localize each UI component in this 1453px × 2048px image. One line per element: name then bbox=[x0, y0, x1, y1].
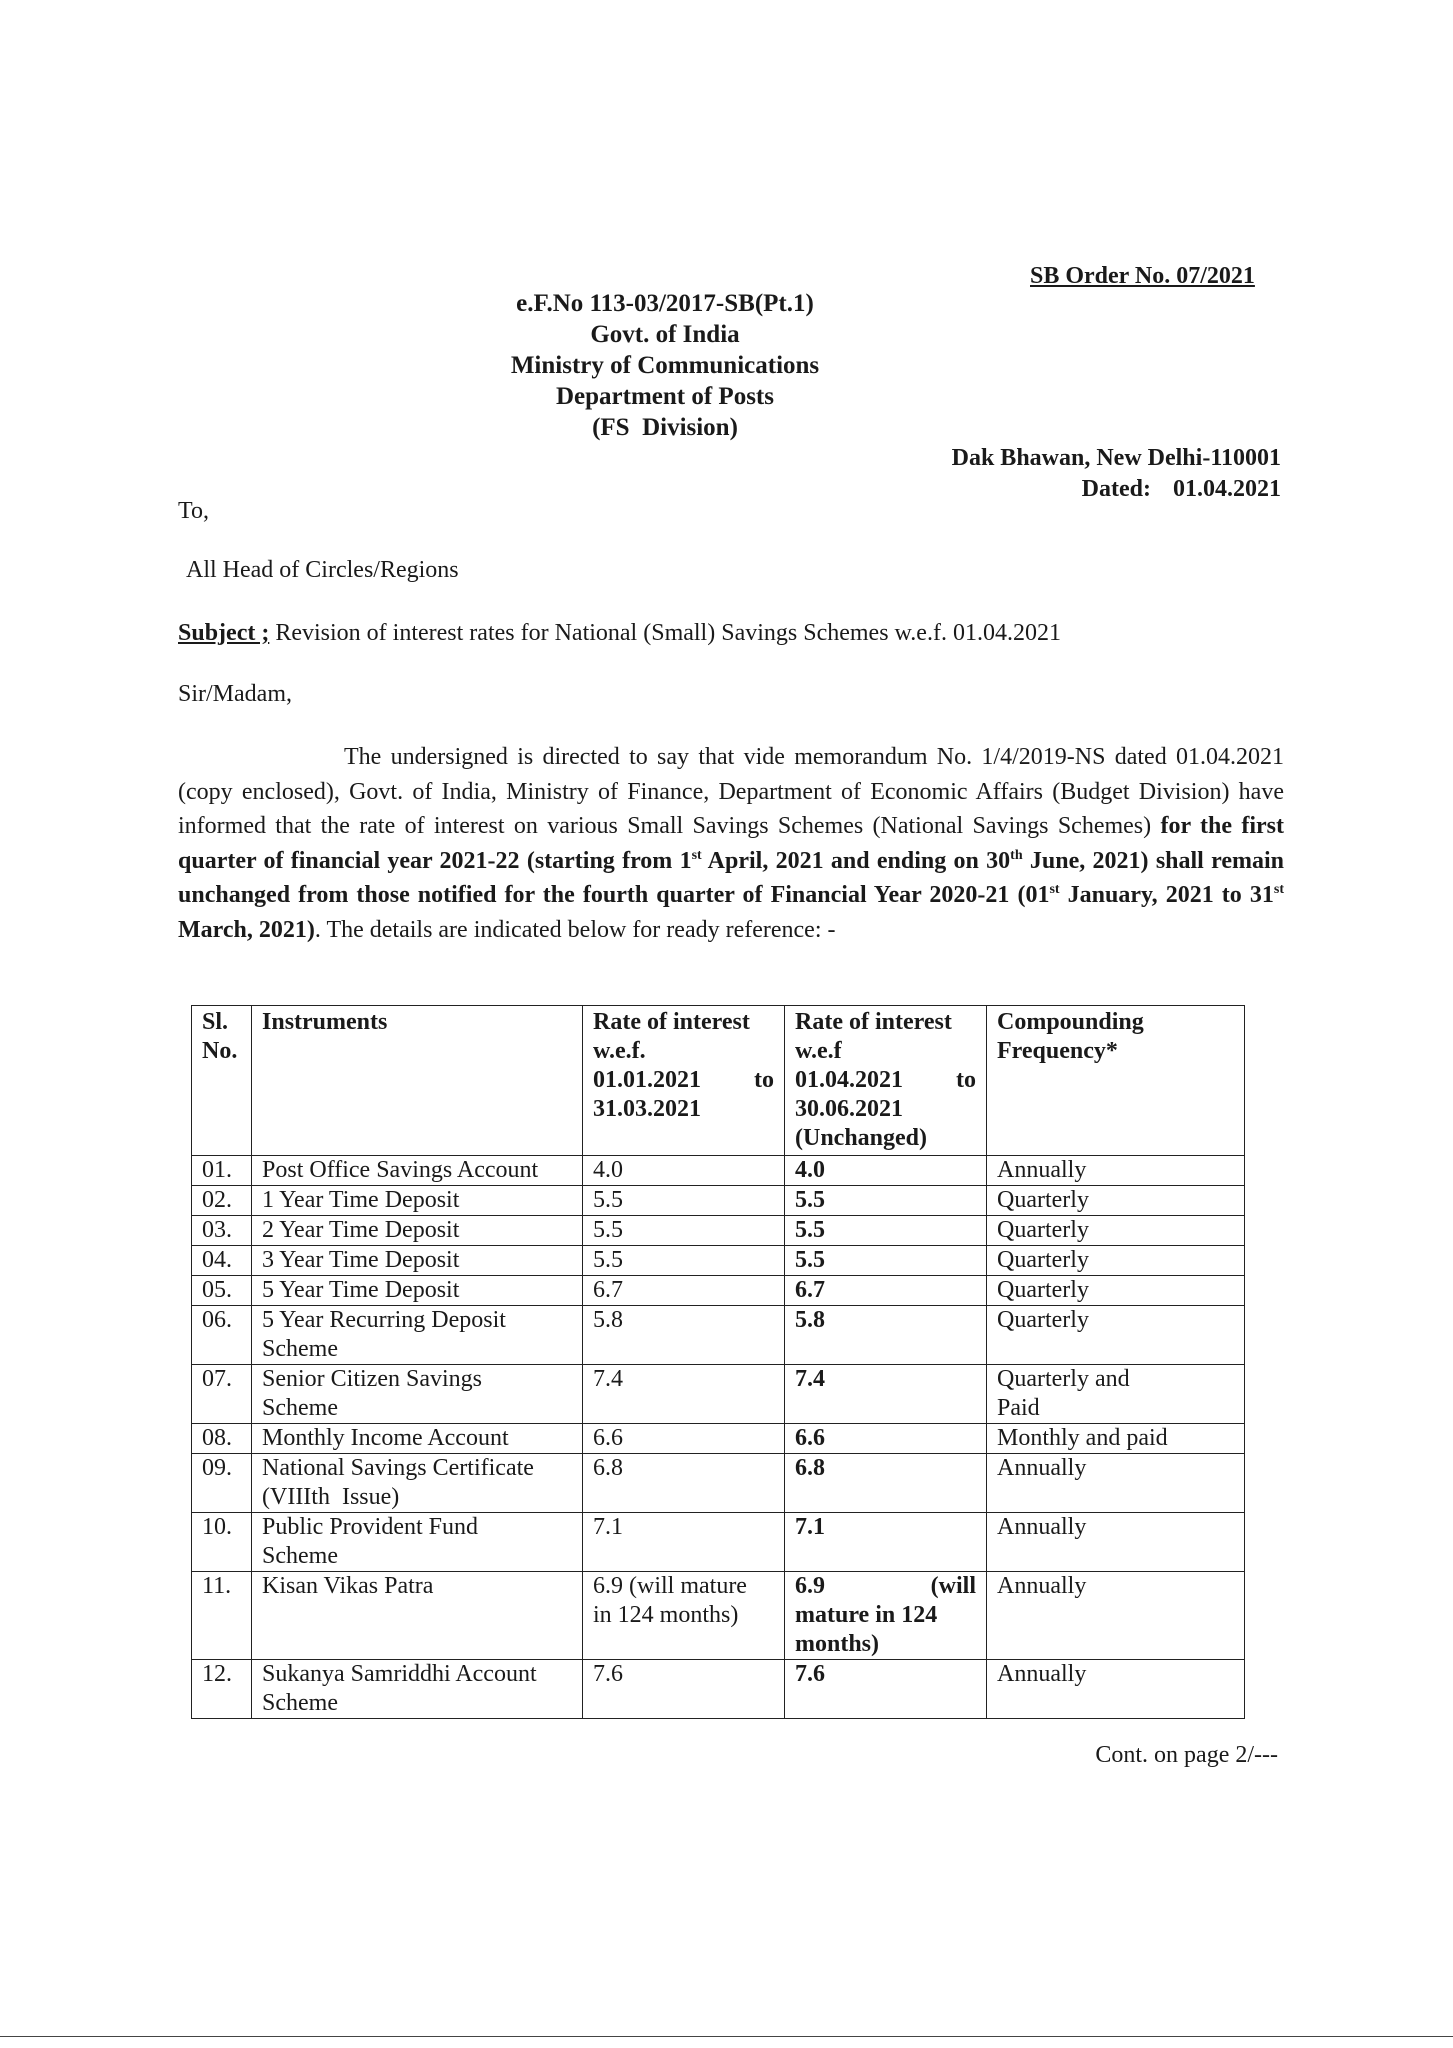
cell-sl: 07. bbox=[192, 1365, 252, 1424]
table-row bbox=[192, 1246, 1245, 1276]
cell-rate-old: 4.0 bbox=[583, 1156, 785, 1186]
instrument-line: 5 Year Recurring Deposit bbox=[262, 1307, 506, 1333]
interest-rate-table bbox=[191, 1005, 1245, 1719]
header-rate-old bbox=[583, 1006, 785, 1156]
continued-note: Cont. on page 2/--- bbox=[1095, 1742, 1278, 1768]
salutation: Sir/Madam, bbox=[178, 681, 292, 707]
cell-rate-new: 6.6 bbox=[785, 1424, 987, 1454]
header-instruments: Instruments bbox=[252, 1006, 583, 1156]
table-row bbox=[192, 1454, 1245, 1513]
rate-line: in 124 months) bbox=[593, 1602, 739, 1628]
cell-sl: 11. bbox=[192, 1572, 252, 1660]
cell-rate-new: 6.7 bbox=[785, 1276, 987, 1306]
cell-instrument bbox=[252, 1306, 583, 1365]
subject-line bbox=[178, 620, 1061, 647]
cell-sl: 01. bbox=[192, 1156, 252, 1186]
cell-rate-new: 7.1 bbox=[785, 1513, 987, 1572]
cell-rate-old: 5.8 bbox=[583, 1306, 785, 1365]
header-line: (Unchanged) bbox=[795, 1125, 928, 1151]
instrument-line: National Savings Certificate bbox=[262, 1455, 534, 1481]
instrument-line: Scheme bbox=[262, 1395, 338, 1421]
cell-instrument: 3 Year Time Deposit bbox=[252, 1246, 583, 1276]
para-bold-3: June, 2021) shall remain unchanged from those notified for the fourth quarter of Financial Year 2020-21 (01 bbox=[178, 847, 1284, 908]
cell-frequency: Quarterly bbox=[987, 1246, 1245, 1276]
sup-3: st bbox=[1049, 882, 1060, 897]
cell-instrument: Monthly Income Account bbox=[252, 1424, 583, 1454]
table-row bbox=[192, 1365, 1245, 1424]
cell-sl: 05. bbox=[192, 1276, 252, 1306]
cell-rate-old: 6.7 bbox=[583, 1276, 785, 1306]
header-line: w.e.f bbox=[795, 1038, 842, 1064]
cell-instrument: Post Office Savings Account bbox=[252, 1156, 583, 1186]
cell-rate-old: 6.8 bbox=[583, 1454, 785, 1513]
table-row bbox=[192, 1216, 1245, 1246]
cell-sl: 04. bbox=[192, 1246, 252, 1276]
para-bold-2: April, 2021 and ending on 30 bbox=[701, 847, 1011, 874]
para-bold-4: January, 2021 to 31 bbox=[1059, 882, 1274, 908]
header-to-word: to bbox=[956, 1067, 976, 1093]
body-paragraph bbox=[178, 740, 1296, 947]
division-line: (FS Division) bbox=[592, 414, 738, 441]
para-intro: The undersigned is directed to say that vide memorandum No. 1/4/2019-NS dated 01.04.2021 (copy enclosed), Govt. of India, Ministry of Finance, Department of Economic Affairs (Budget Division) have informed that the rate of interest on various Small Savings Schemes (National Savings Schemes) bbox=[178, 744, 1284, 839]
cell-rate-new: 7.6 bbox=[785, 1660, 987, 1719]
cell-sl: 10. bbox=[192, 1513, 252, 1572]
header-line bbox=[593, 1066, 774, 1095]
instrument-line: Sukanya Samriddhi Account bbox=[262, 1661, 537, 1687]
cell-rate-new: 5.5 bbox=[785, 1216, 987, 1246]
table-row bbox=[192, 1513, 1245, 1572]
cell-instrument bbox=[252, 1454, 583, 1513]
cell-rate-old: 5.5 bbox=[583, 1246, 785, 1276]
sup-4: st bbox=[1273, 882, 1284, 897]
cell-frequency: Annually bbox=[987, 1156, 1245, 1186]
instrument-line: Scheme bbox=[262, 1690, 338, 1716]
subject-text: Revision of interest rates for National (Small) Savings Schemes w.e.f. 01.04.2021 bbox=[275, 620, 1061, 646]
table-row bbox=[192, 1276, 1245, 1306]
header-sl bbox=[192, 1006, 252, 1156]
rate-value: 6.9 bbox=[795, 1573, 825, 1599]
cell-rate-new: 7.4 bbox=[785, 1365, 987, 1424]
cell-rate-new: 4.0 bbox=[785, 1156, 987, 1186]
cell-rate-old: 5.5 bbox=[583, 1216, 785, 1246]
header-line: 31.03.2021 bbox=[593, 1096, 701, 1122]
rate-line bbox=[795, 1572, 976, 1601]
cell-frequency: Annually bbox=[987, 1454, 1245, 1513]
addressee: All Head of Circles/Regions bbox=[186, 557, 459, 583]
cell-rate-old: 7.4 bbox=[583, 1365, 785, 1424]
cell-sl: 06. bbox=[192, 1306, 252, 1365]
table-row bbox=[192, 1156, 1245, 1186]
cell-rate-new: 5.5 bbox=[785, 1246, 987, 1276]
cell-rate-new: 6.8 bbox=[785, 1454, 987, 1513]
govt-line: Govt. of India bbox=[590, 321, 740, 348]
header-line: w.e.f. bbox=[593, 1038, 646, 1064]
header-line: Compounding bbox=[997, 1009, 1144, 1035]
cell-frequency: Annually bbox=[987, 1572, 1245, 1660]
dated-label: Dated: bbox=[1081, 476, 1151, 502]
header-line: Frequency* bbox=[997, 1038, 1118, 1064]
para-outro: . The details are indicated below for ready reference: - bbox=[314, 916, 836, 943]
cell-frequency: Annually bbox=[987, 1660, 1245, 1719]
file-number: e.F.No 113-03/2017-SB(Pt.1) bbox=[516, 290, 814, 317]
cell-rate-new bbox=[785, 1572, 987, 1660]
cell-rate-old: 6.6 bbox=[583, 1424, 785, 1454]
cell-frequency: Quarterly bbox=[987, 1306, 1245, 1365]
header-compounding bbox=[987, 1006, 1245, 1156]
cell-sl: 03. bbox=[192, 1216, 252, 1246]
table-row bbox=[192, 1424, 1245, 1454]
cell-rate-new: 5.8 bbox=[785, 1306, 987, 1365]
page-bottom-rule bbox=[0, 2036, 1453, 2037]
header-to-word: to bbox=[754, 1067, 774, 1093]
header-line: Rate of interest bbox=[795, 1009, 952, 1035]
frequency-line: Paid bbox=[997, 1395, 1040, 1421]
sup-1: st bbox=[691, 847, 702, 863]
rate-line: months) bbox=[795, 1631, 880, 1657]
cell-frequency: Quarterly bbox=[987, 1276, 1245, 1306]
cell-instrument: 2 Year Time Deposit bbox=[252, 1216, 583, 1246]
cell-frequency: Quarterly bbox=[987, 1186, 1245, 1216]
header-from: 01.01.2021 bbox=[593, 1067, 701, 1093]
instrument-line: Public Provident Fund bbox=[262, 1514, 479, 1540]
instrument-line: (VIIIth Issue) bbox=[262, 1484, 400, 1510]
cell-sl: 08. bbox=[192, 1424, 252, 1454]
date-line bbox=[952, 474, 1281, 505]
cell-instrument bbox=[252, 1513, 583, 1572]
instrument-line: Senior Citizen Savings bbox=[262, 1366, 482, 1392]
instrument-line: Scheme bbox=[262, 1543, 338, 1569]
cell-instrument bbox=[252, 1660, 583, 1719]
frequency-line: Quarterly and bbox=[997, 1366, 1130, 1392]
ministry-line: Ministry of Communications bbox=[510, 352, 820, 379]
header-line: 30.06.2021 bbox=[795, 1096, 903, 1122]
table-row bbox=[192, 1306, 1245, 1365]
cell-sl: 12. bbox=[192, 1660, 252, 1719]
cell-rate-new: 5.5 bbox=[785, 1186, 987, 1216]
sup-2: th bbox=[1010, 847, 1023, 863]
header-from: 01.04.2021 bbox=[795, 1067, 903, 1093]
cell-frequency: Annually bbox=[987, 1513, 1245, 1572]
cell-instrument bbox=[252, 1365, 583, 1424]
dated-value: 01.04.2021 bbox=[1173, 476, 1281, 502]
table-row bbox=[192, 1186, 1245, 1216]
letterhead bbox=[480, 288, 850, 443]
rate-line: 6.9 (will mature bbox=[593, 1573, 747, 1599]
cell-frequency: Quarterly bbox=[987, 1216, 1245, 1246]
order-number: SB Order No. 07/2021 bbox=[1030, 263, 1255, 289]
cell-instrument: 5 Year Time Deposit bbox=[252, 1276, 583, 1306]
para-bold-5: March, 2021) bbox=[178, 882, 1296, 943]
department-line: Department of Posts bbox=[555, 383, 774, 410]
header-rate-new bbox=[785, 1006, 987, 1156]
header-line bbox=[795, 1066, 976, 1095]
to-label: To, bbox=[178, 498, 209, 524]
cell-instrument: 1 Year Time Deposit bbox=[252, 1186, 583, 1216]
cell-rate-old: 7.1 bbox=[583, 1513, 785, 1572]
header-sl-line: Sl. bbox=[202, 1009, 229, 1035]
subject-label: Subject ; bbox=[178, 620, 270, 646]
place: Dak Bhawan, New Delhi-110001 bbox=[951, 445, 1281, 471]
table-header-row bbox=[192, 1006, 1245, 1156]
cell-rate-old: 7.6 bbox=[583, 1660, 785, 1719]
cell-rate-old: 5.5 bbox=[583, 1186, 785, 1216]
header-line: Rate of interest bbox=[593, 1009, 750, 1035]
place-date-block bbox=[952, 443, 1281, 505]
cell-sl: 09. bbox=[192, 1454, 252, 1513]
cell-frequency bbox=[987, 1365, 1245, 1424]
instrument-line: Scheme bbox=[262, 1336, 338, 1362]
cell-instrument: Kisan Vikas Patra bbox=[252, 1572, 583, 1660]
rate-line: mature in 124 bbox=[795, 1602, 938, 1628]
para-bold-1: for the first quarter of financial year 2021-22 (starting from 1 bbox=[178, 813, 1284, 874]
cell-rate-old bbox=[583, 1572, 785, 1660]
table-row bbox=[192, 1572, 1245, 1660]
rate-note: (will bbox=[930, 1573, 976, 1599]
cell-sl: 02. bbox=[192, 1186, 252, 1216]
header-sl-line: No. bbox=[202, 1038, 238, 1064]
cell-frequency: Monthly and paid bbox=[987, 1424, 1245, 1454]
table-row bbox=[192, 1660, 1245, 1719]
